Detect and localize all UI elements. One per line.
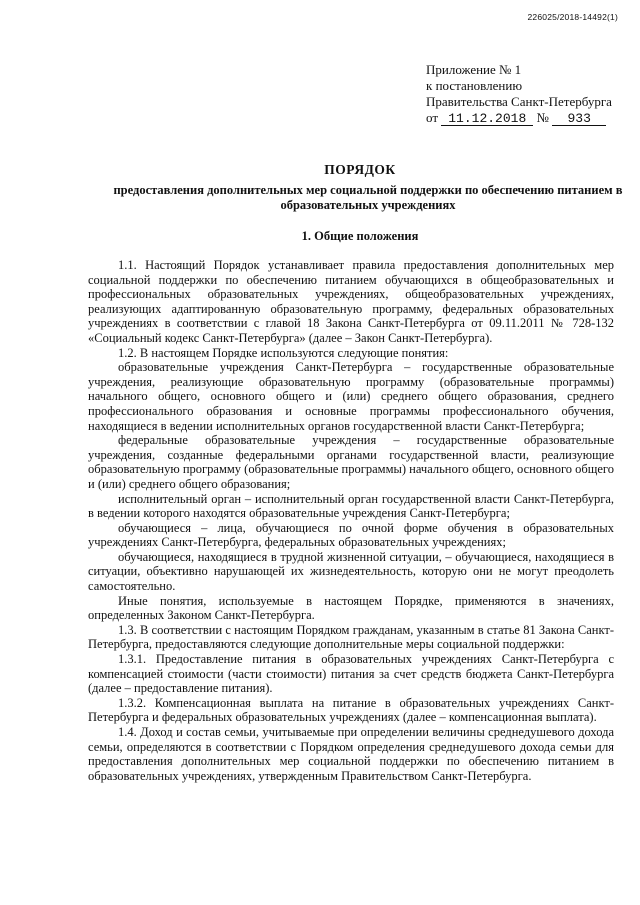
paragraph-1-3: 1.3. В соответствии с настоящим Порядком гражданам, указанным в статье 81 Закона Санкт-Петербурга, предоставляются следующие дополнительные меры социальной поддержки: bbox=[88, 622, 614, 652]
paragraph-1-3-1: 1.3.1. Предоставление питания в образовательных учреждениях Санкт-Петербурга с компенсацией стоимости (части стоимости) питания за счет средств бюджета Санкт-Петербурга (далее – предоставление питания). bbox=[88, 652, 614, 696]
section-heading: 1. Общие положения bbox=[301, 229, 419, 243]
paragraph-1-4: 1.4. Доход и состав семьи, учитываемые при определении величины среднедушевого дохода семьи, определяются в соответствии с Порядком определения среднедушевого дохода семьи для предоставления дополнительных мер социальной поддержки по обеспечению питанием в образовательных учреждениях, утвержденным Правительством Санкт-Петербурга. bbox=[88, 725, 614, 783]
appendix-line-1: Приложение № 1 bbox=[426, 62, 522, 77]
appendix-line-2: к постановлению bbox=[426, 78, 523, 93]
paragraph-1-2: 1.2. В настоящем Порядке используются следующие понятия: bbox=[118, 345, 449, 360]
paragraph-1-3-2: 1.3.2. Компенсационная выплата на питание в образовательных учреждениях Санкт-Петербурга и федеральных образовательных учреждениях (далее – компенсационная выплата). bbox=[88, 695, 614, 725]
appendix-line-3: Правительства Санкт-Петербурга bbox=[426, 94, 612, 109]
definition-students: обучающиеся – лица, обучающиеся по очной форме обучения в образовательных учреждениях Санкт-Петербурга, федеральных образовательных учреждениях; bbox=[88, 520, 614, 550]
document-body bbox=[88, 258, 614, 783]
resolution-date: 11.12.2018 bbox=[441, 112, 533, 126]
definition-federal-institutions: федеральные образовательные учреждения – государственные образовательные учреждения, созданные федеральными органами государственной власти, реализующие образовательную программу (образовательные программы) начального общего, основного общего и (или) среднего общего образования; bbox=[88, 433, 614, 491]
appendix-block bbox=[426, 62, 612, 126]
document-subtitle: предоставления дополнительных мер социальной поддержки по обеспечению питанием в образовательных учреждениях bbox=[113, 183, 623, 212]
resolution-number: 933 bbox=[552, 112, 606, 126]
number-prefix: № bbox=[536, 110, 549, 125]
date-prefix: от bbox=[426, 110, 439, 125]
definition-executive-body: исполнительный орган – исполнительный орган государственной власти Санкт-Петербурга, в ведении которого находятся образовательные учреждения Санкт-Петербурга; bbox=[88, 491, 614, 521]
definition-spb-institutions: образовательные учреждения Санкт-Петербурга – государственные образовательные учреждения, реализующие образовательную программу (образовательные программы) начального общего, основного общего и (или) среднего общего образования, среднего профессионального образования и основные программы профессионального обучения, находящиеся в ведении исполнительных органов государственной власти Санкт-Петербурга; bbox=[88, 360, 614, 433]
appendix-date-line bbox=[426, 110, 612, 126]
paragraph-1-1: 1.1. Настоящий Порядок устанавливает правила предоставления дополнительных мер социальной поддержки по обеспечению питанием обучающихся в общеобразовательных и профессиональных образовательных учреждениях, общеобразовательных учреждениях, реализующих адаптированную образовательную программу, федеральных образовательных учреждениях в соответствии с главой 18 Закона Санкт-Петербурга от 09.11.2011 № 728-132 «Социальный кодекс Санкт-Петербурга» (далее – Закон Санкт-Петербурга). bbox=[88, 258, 614, 345]
document-title: ПОРЯДОК bbox=[324, 162, 396, 177]
document-registration-number: 226025/2018-14492(1) bbox=[527, 12, 618, 22]
definition-students-hardship: обучающиеся, находящиеся в трудной жизненной ситуации, – обучающиеся, находящиеся в ситуации, объективно нарушающей их жизнедеятельность, которую они не могут преодолеть самостоятельно. bbox=[88, 549, 614, 594]
paragraph-other-concepts: Иные понятия, используемые в настоящем Порядке, применяются в значениях, определенных Законом Санкт-Петербурга. bbox=[88, 593, 614, 623]
